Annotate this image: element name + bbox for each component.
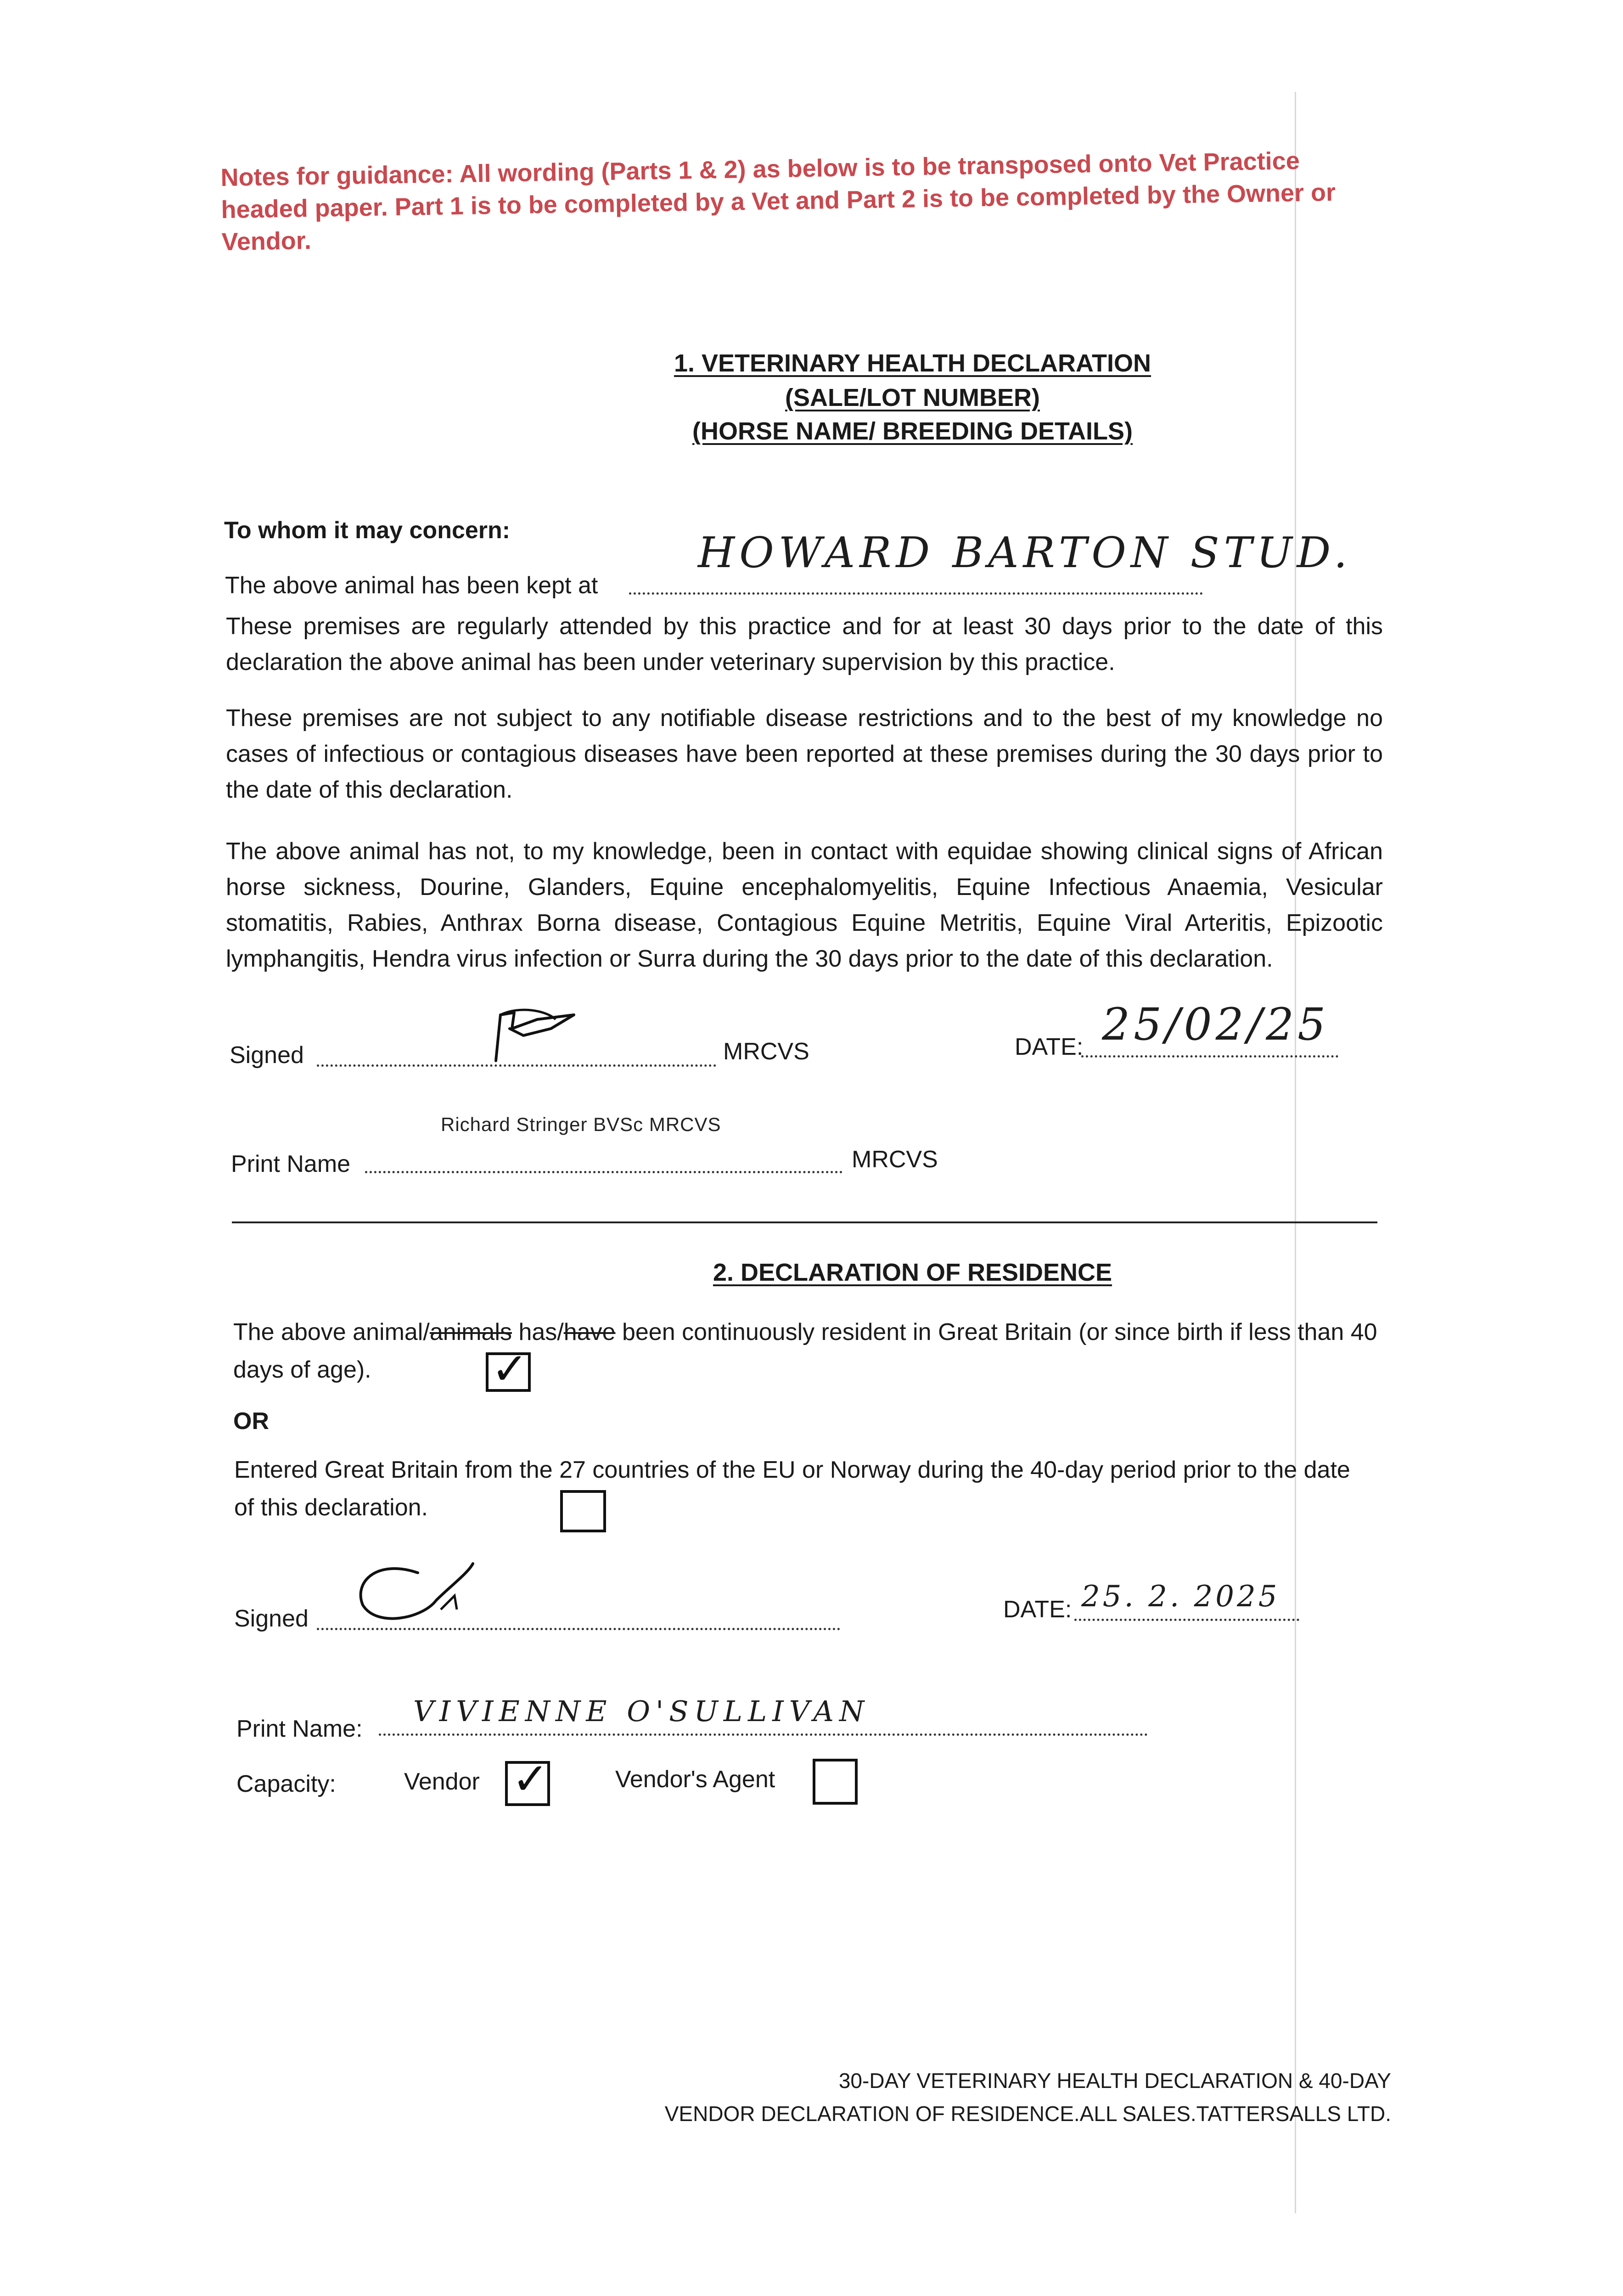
kept-at-handwritten-value[interactable]: HOWARD BARTON STUD. xyxy=(698,528,1352,577)
part1-title: 1. VETERINARY HEALTH DECLARATION xyxy=(674,349,1151,377)
vet-signature-mark[interactable] xyxy=(482,1001,592,1070)
section-divider xyxy=(232,1221,1377,1223)
supervision-paragraph: These premises are regularly attended by this practice and for at least 30 days prior to the date of this declaration the above animal has been under veterinary supervision by this practice. xyxy=(226,613,1383,675)
kept-at-line xyxy=(629,592,1203,595)
owner-signed-label: Signed xyxy=(234,1605,309,1632)
part1-sale-lot-heading: (SALE/LOT NUMBER) xyxy=(785,384,1040,411)
vet-print-mrcvs-suffix: MRCVS xyxy=(852,1146,938,1173)
footer-line-1: 30-DAY VETERINARY HEALTH DECLARATION & 40-DAY xyxy=(838,2069,1391,2093)
owner-date-value[interactable]: 25. 2. 2025 xyxy=(1081,1580,1280,1614)
residence-statement xyxy=(233,1313,1386,1389)
vendor-agent-label: Vendor's Agent xyxy=(615,1766,775,1793)
residence-prefix: The above animal/ xyxy=(233,1319,430,1345)
entered-statement: Entered Great Britain from the 27 countries of the EU or Norway during the 40-day period prior to the date of this declaration. xyxy=(234,1457,1350,1521)
residence-struck-have: have xyxy=(563,1319,616,1345)
vet-print-name-line xyxy=(365,1171,842,1173)
residence-suffix: been continuously resident in Great Britain (or since birth if less than 40 days of age). xyxy=(233,1319,1377,1383)
vet-date-label: DATE: xyxy=(1015,1034,1084,1060)
vet-print-name-value[interactable]: Richard Stringer BVSc MRCVS xyxy=(441,1114,721,1135)
residence-struck-animals: animals xyxy=(429,1319,512,1345)
salutation: To whom it may concern: xyxy=(224,517,511,544)
kept-at-label: The above animal has been kept at xyxy=(225,572,598,599)
residence-mid: has/ xyxy=(512,1319,564,1345)
part2-title: 2. DECLARATION OF RESIDENCE xyxy=(713,1259,1112,1286)
capacity-label: Capacity: xyxy=(236,1771,336,1797)
footer-line-2: VENDOR DECLARATION OF RESIDENCE.ALL SALES.TATTERSALLS LTD. xyxy=(664,2102,1391,2126)
resident-checkbox-tick: ✓ xyxy=(491,1343,528,1395)
owner-date-label: DATE: xyxy=(1003,1596,1072,1623)
owner-date-line xyxy=(1074,1619,1299,1621)
vet-date-value[interactable]: 25/02/25 xyxy=(1102,999,1330,1050)
vet-signed-label: Signed xyxy=(230,1042,304,1069)
vet-date-line xyxy=(1081,1055,1338,1058)
vendor-label: Vendor xyxy=(404,1768,480,1795)
owner-signature-mark[interactable] xyxy=(349,1554,487,1628)
or-label: OR xyxy=(233,1408,269,1435)
owner-print-name-value[interactable]: VIVIENNE O'SULLIVAN xyxy=(413,1694,870,1728)
guidance-note: Notes for guidance: All wording (Parts 1 & 2) as below is to be transposed onto Vet Practice headed paper. Part 1 is to be completed by a Vet and Part 2 is to be completed by the Owner or Vendor. xyxy=(220,147,1336,256)
disease-contact-paragraph: The above animal has not, to my knowledge, been in contact with equidae showing clinical signs of African horse sickness, Dourine, Glanders, Equine encephalomyelitis, Equine Infectious Anaemia, Vesicular stomatitis, Rabies, Anthrax Borna disease, Contagious Equine Metritis, Equine Viral Arteritis, Epizootic lymphangitis, Hendra virus infection or Surra during the 30 days prior to the date of this declaration. xyxy=(226,838,1383,972)
vendor-agent-checkbox[interactable] xyxy=(813,1759,858,1805)
vet-print-name-label: Print Name xyxy=(231,1151,351,1177)
vendor-checkbox-tick: ✓ xyxy=(512,1753,549,1805)
owner-print-name-label: Print Name: xyxy=(236,1716,363,1742)
owner-signature-line xyxy=(317,1628,840,1630)
vet-mrcvs-suffix: MRCVS xyxy=(723,1038,809,1065)
part1-horse-name-heading: (HORSE NAME/ BREEDING DETAILS) xyxy=(692,417,1133,445)
entered-checkbox[interactable] xyxy=(560,1490,606,1532)
owner-print-name-line xyxy=(379,1733,1148,1736)
restrictions-paragraph: These premises are not subject to any notifiable disease restrictions and to the best of my knowledge no cases of infectious or contagious diseases have been reported at these premises during the 30 days prior to the date of this declaration. xyxy=(226,705,1383,803)
